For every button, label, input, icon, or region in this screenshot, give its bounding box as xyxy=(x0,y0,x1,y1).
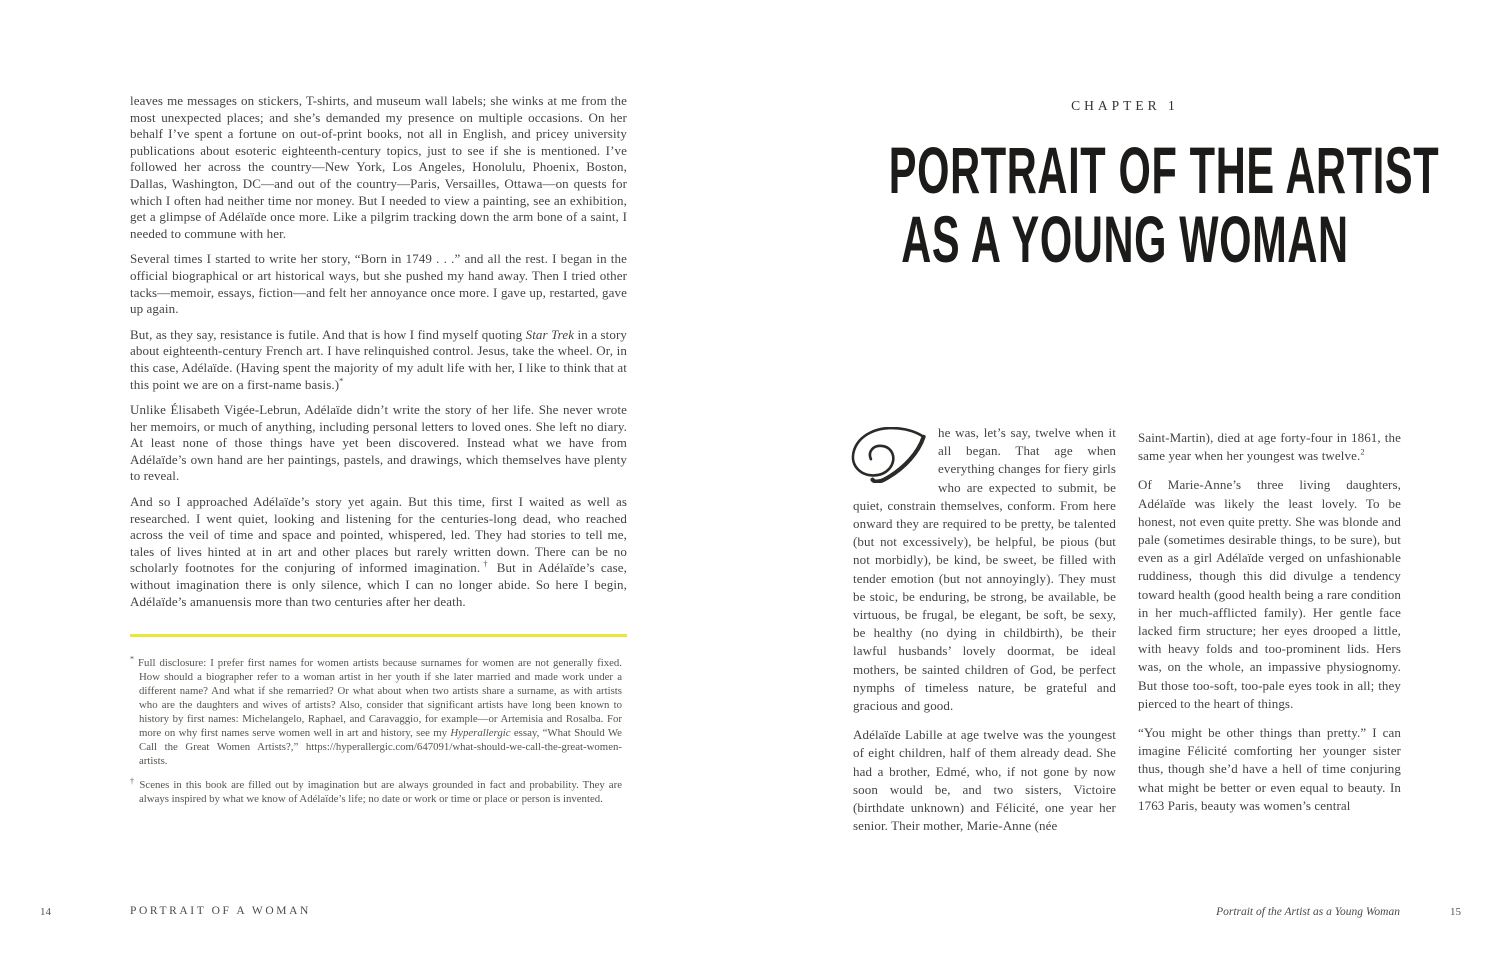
paragraph: And so I approached Adélaïde’s story yet again. But this time, first I waited as well as researched. I went quiet, looking and listening for the centuries-long dead, who reached across the veil of time and space and pointed, whispered, led. They had stories to tell me, tales of lives hinted at in art and other places but rarely written down. There can be no scholarly footnotes for the conjuring of informed imagination.† But in Adélaïde’s case, without imagination there is only silence, which I can no longer abide. So here I begin, Adélaïde’s amanuensis more than two centuries after her death. xyxy=(130,494,627,609)
page-right xyxy=(750,0,1500,957)
chapter-label: CHAPTER 1 xyxy=(1071,98,1179,113)
running-title-right: Portrait of the Artist as a Young Woman xyxy=(1216,906,1400,918)
left-page-body-text xyxy=(130,93,627,816)
footnote-text: Scenes in this book are filled out by imagination but are always grounded in fact and probability. They are always inspired by what we know of Adélaïde’s life; no date or work or time or place or person is invented. xyxy=(135,779,622,806)
footnote-marker: † xyxy=(130,776,136,786)
paragraph-text: he was, let’s say, twelve when it all began. That age when everything changes for fiery girls who are expected to submit, be quiet, constrain themselves, conform. From here onward they are required to be pretty, be talented (but not excessively), be helpful, be pious (but not morbidly), be kind, be sweet, be filled with tender emotion (but not annoyingly). They must be stoic, be enduring, be strong, be available, be virtuous, be frugal, be elegant, be soft, be sexy, be healthy (no dying in childbirth), be their lawful husbands’ lovely doormat, be ideal mothers, be sainted children of God, be perfect nymphs of timeless nature, be grateful and gracious and good. xyxy=(853,425,1116,714)
paragraph: Of Marie-Anne’s three living daughters, Adélaïde was likely the least lovely. To be honest, not even quite pretty. She was blonde and pale (sometimes desirable things, to be sure), but even as a girl Adélaïde verged on unfashionable ruddiness, though this did divulge a tendency toward health (good health being a rare condition in her much-afflicted family). Her gentle face lacked firm structure; her eyes drooped a little, with heavy folds and too-prominent lids. Hers was, on the whole, an impassive physiognomy. But those too-soft, too-pale eyes took in all; they pierced to the heart of things. xyxy=(1138,477,1401,711)
chapter-title-line-2: AS A YOUNG WOMAN xyxy=(901,202,1349,276)
text-column-1 xyxy=(853,424,1116,846)
paragraph: Saint-Martin), died at age forty-four in 1861, the same year when her youngest was twelve.$^2$ xyxy=(1138,430,1401,464)
footnote-marker: * xyxy=(130,654,135,664)
page-number-left: 14 xyxy=(40,906,51,918)
paragraph: leaves me messages on stickers, T-shirts, and museum wall labels; she winks at me from the most unexpected places; and she’s demanded my presence on multiple occasions. On her behalf I’ve spent a fortune on out-of-print books, not all in English, and pricey university publications about esoteric eighteenth-century topics, just to see if she is mentioned. I’ve followed her across the country—New York, Los Angeles, Honolulu, Phoenix, Boston, Dallas, Washington, DC—and out of the country—Paris, Versailles, Ottawa—on quests for which I often had neither time nor money. But I needed to view a painting, see an exhibition, get a glimpse of Adélaïde once more. Like a pilgrim tracking down the arm bone of a saint, I needed to commune with her. xyxy=(130,93,627,241)
text-column-2 xyxy=(1138,429,1401,826)
footnote-dagger xyxy=(130,778,622,806)
running-title-left: PORTRAIT OF A WOMAN xyxy=(130,905,311,917)
paragraph: Unlike Élisabeth Vigée-Lebrun, Adélaïde didn’t write the story of her life. She never wrote her memoirs, or much of anything, including personal letters to loved ones. She left no diary. At least none of those things have yet been discovered. Instead what we have from Adélaïde’s own hand are her paintings, pastels, and drawings, which themselves have plenty to reveal. xyxy=(130,402,627,484)
paragraph: Several times I started to write her story, “Born in 1749 . . .” and all the rest. I began in the official biographical or art historical ways, but she pushed my hand away. Then I tried other tacks—memoir, essays, fiction—and felt her annoyance once more. I gave up, restarted, gave up again. xyxy=(130,251,627,317)
drop-cap-s-icon xyxy=(847,427,931,483)
chapter-title-line-1: PORTRAIT OF THE ARTIST xyxy=(888,133,1440,207)
paragraph: “You might be other things than pretty.” I can imagine Félicité comforting her younger sister thus, though she’d have a hell of time conjuring what might be better or even equal to beauty. In 1763 Paris, beauty was women’s central xyxy=(1138,725,1401,813)
footnote-text: Full disclosure: I prefer first names for women artists because surnames for women are not generally fixed. How should a biographer refer to a woman artist in her youth if she later married and made work under a different name? And what if she remarried? Or what about when two artists share a surname, as with artists who are the daughters and wives of artists? Also, consider that significant artists have long been known to history by first names: Michelangelo, Raphael, and Caravaggio, for example—or Artemisia and Rosalba. For more on why first names serve women well in art and history, see my Hyperallergic essay, “What Should We Call the Great Women Artists?,” https://hyperallergic.com/647091/what-should-we-call-the-great-women-artists. xyxy=(134,657,622,768)
footnote-asterisk xyxy=(130,656,622,768)
paragraph: Adélaïde Labille at age twelve was the youngest of eight children, half of them already dead. She had a brother, Edmé, who, if not gone by now soon would be, and two sisters, Victoire (birthdate unknown) and Félicité, one year her senior. Their mother, Marie-Anne (née xyxy=(853,727,1116,834)
chapter-title xyxy=(750,133,1500,276)
paragraph: But, as they say, resistance is futile. And that is how I find myself quoting Star Trek in a story about eighteenth-century French art. I have relinquished control. Jesus, take the wheel. Or, in this case, Adélaïde. (Having spent the majority of my adult life with her, I like to think that at this point we are on a first-name basis.)* xyxy=(130,326,628,392)
page-number-right: 15 xyxy=(1450,906,1461,918)
yellow-divider-rule xyxy=(130,634,627,637)
footnotes xyxy=(130,656,622,806)
paragraph-with-drop-cap xyxy=(853,424,1116,715)
